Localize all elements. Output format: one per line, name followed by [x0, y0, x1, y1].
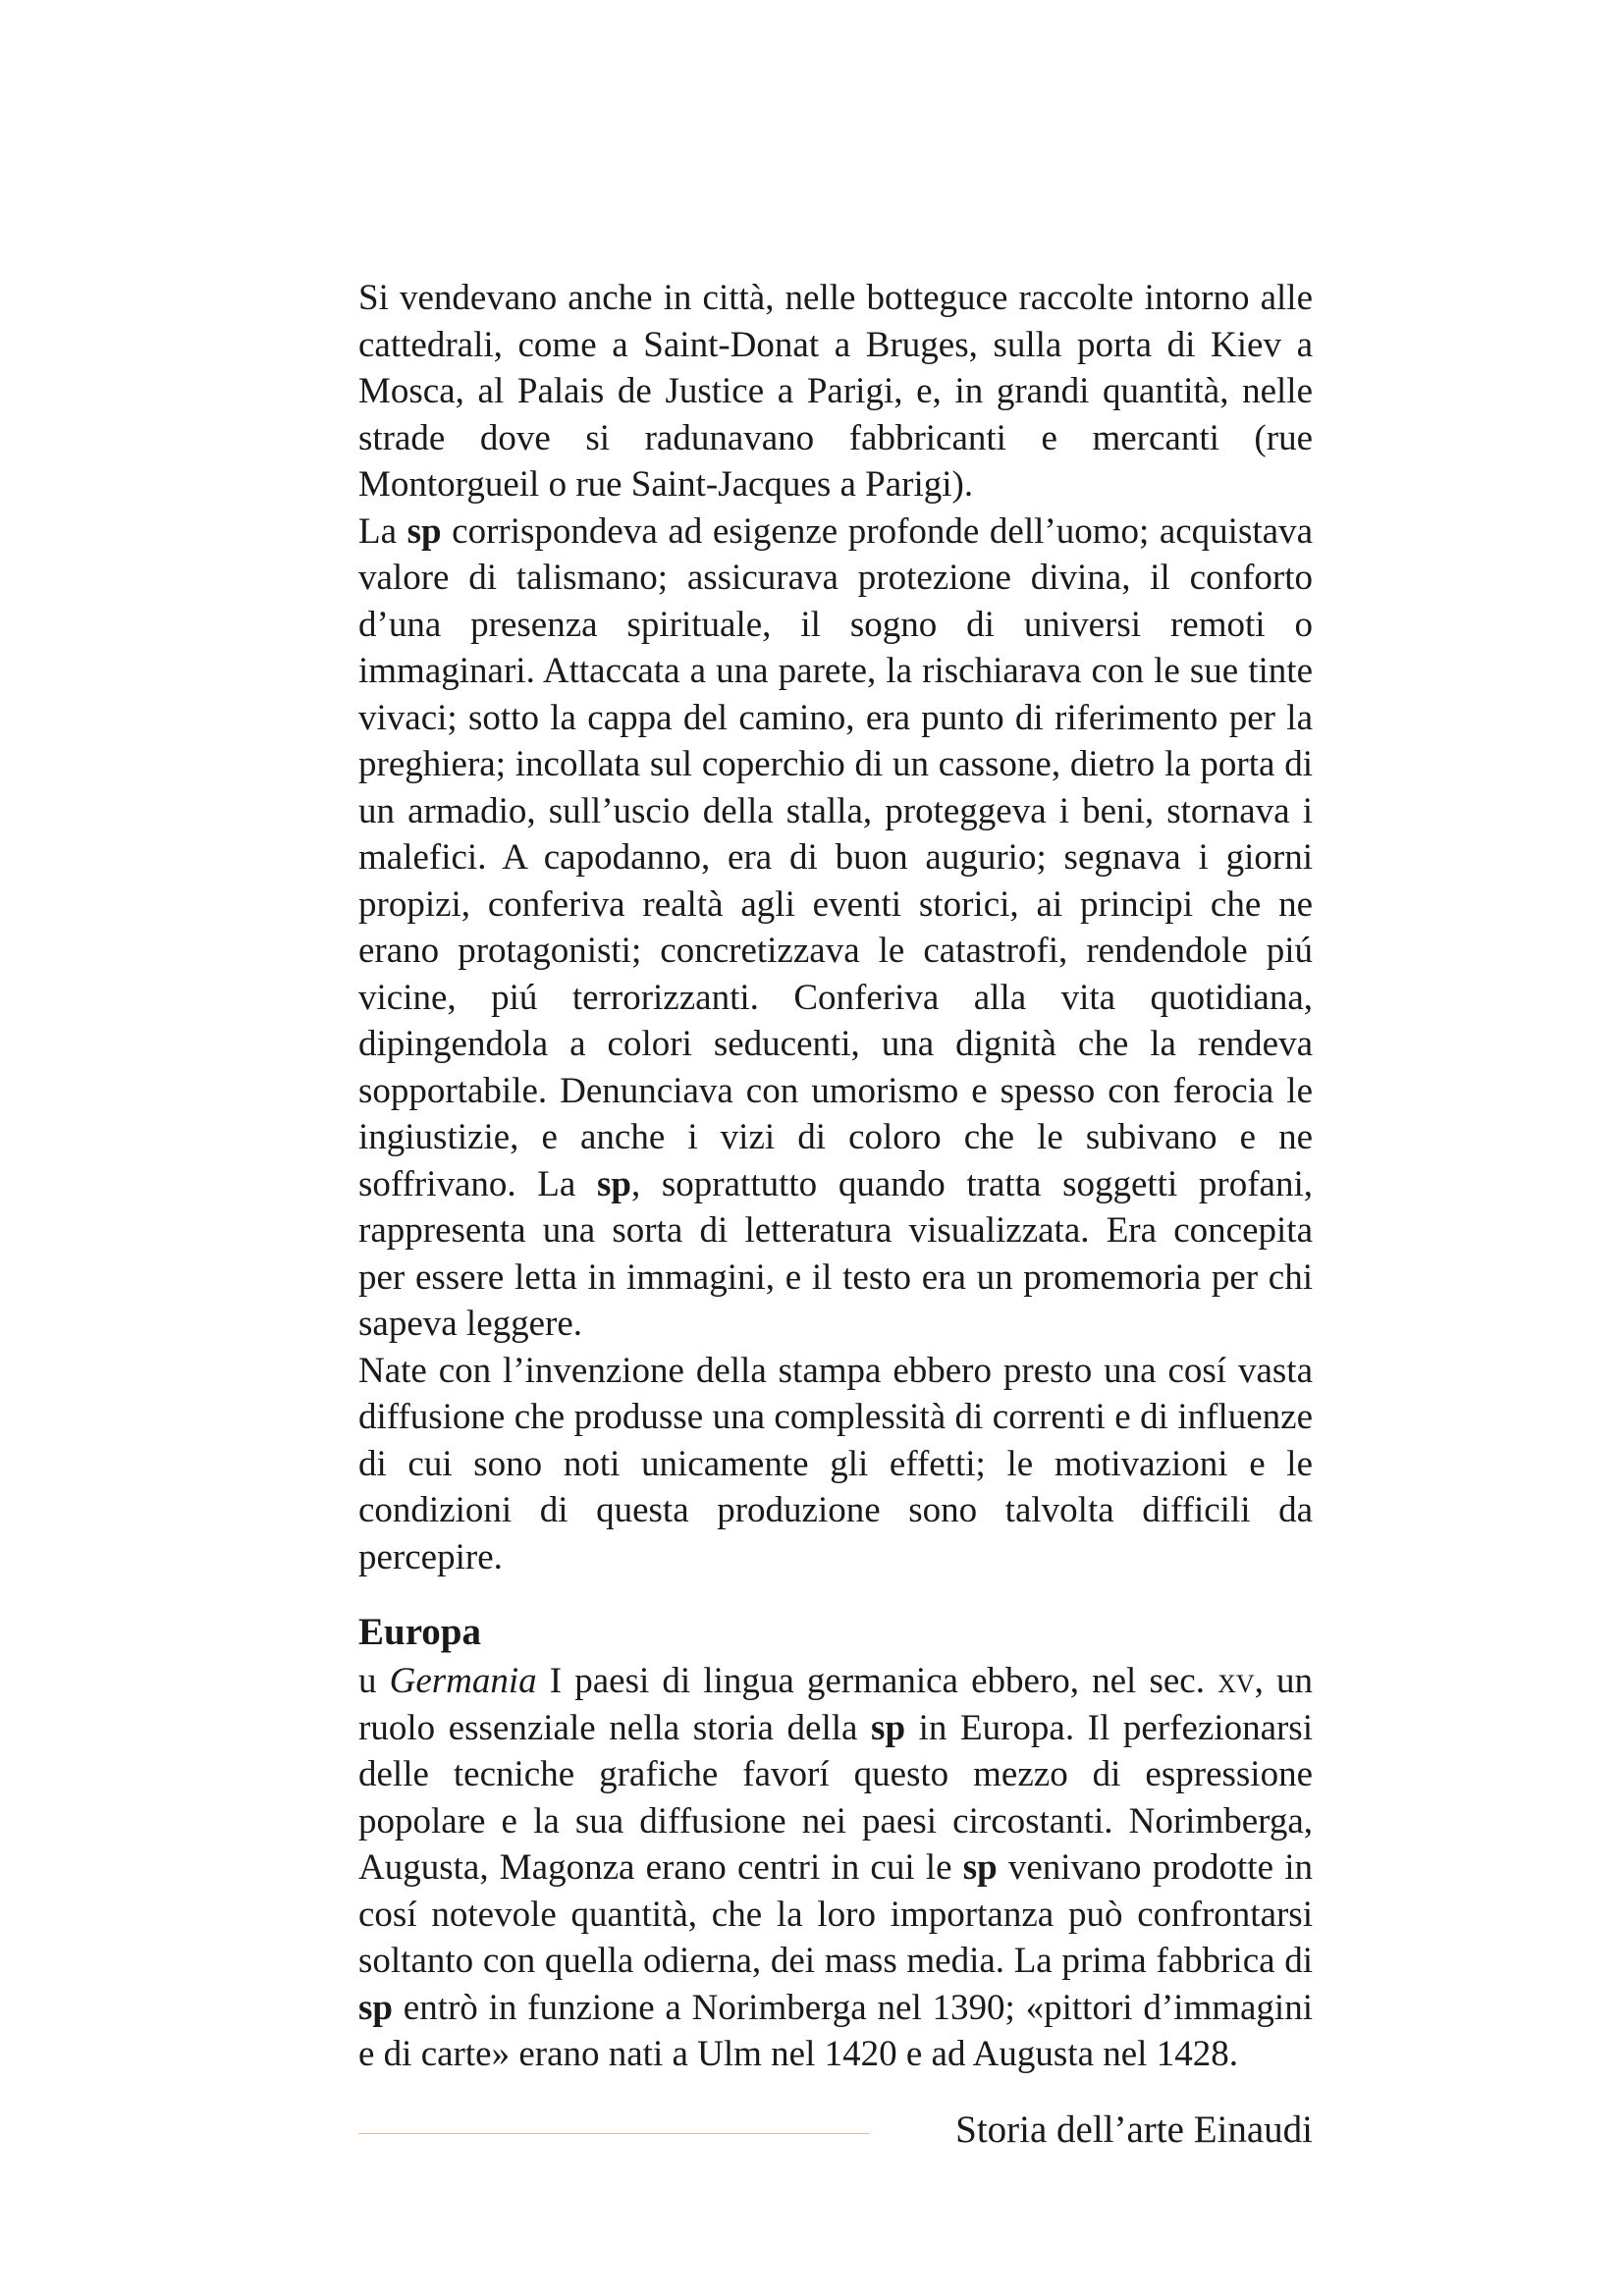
paragraph [358, 508, 1313, 1348]
text-segment: entrò in funzione a Norimberga nel [392, 1987, 933, 2028]
year: 1390 [932, 1987, 1005, 2028]
subsection-label: Germania [389, 1661, 537, 1701]
paragraph [358, 1348, 1313, 1581]
text-segment: ; «pittori d’immagini e di carte» erano nati a Ulm nel [358, 1987, 1313, 2074]
year: 1428 [1156, 2034, 1229, 2074]
page-body [358, 275, 1313, 2078]
footer-book-title: Storia dell’arte Einaudi [955, 2109, 1313, 2151]
text-segment: La [358, 510, 407, 552]
century-numeral: xv [1217, 1661, 1255, 1701]
text-segment: in Europa. Il perfezionarsi delle tecniche grafiche favorí questo mezzo di espressione popolare e la sua diffusione nei paesi circostanti. Norimberga, Augusta, Magonza erano centri in cui le [358, 1707, 1313, 1888]
page-footer [358, 2101, 1313, 2160]
text-segment: u [358, 1661, 390, 1701]
text-segment: e ad Augusta nel [896, 2034, 1157, 2074]
section-heading: Europa [358, 1611, 481, 1653]
text-segment: Si vendevano anche in città, nelle botteguce raccolte intorno alle cattedrali, come a Saint-Donat a Bruges, sulla porta di Kiev a Mosca, al Palais de Justice a Parigi, e, in grandi quantità, nelle strade dove si radunavano fabbricanti e mercanti (rue Montorgueil o rue Saint-Jacques a Parigi). [358, 278, 1313, 505]
abbreviation-sp: sp [406, 510, 442, 552]
intro-paragraphs [358, 275, 1313, 1580]
section-paragraphs [358, 1658, 1313, 2078]
year: 1420 [824, 2034, 897, 2074]
text-segment: . [1228, 2034, 1238, 2074]
abbreviation-sp: sp [358, 1987, 393, 2028]
paragraph [358, 1658, 1313, 2078]
footer-rule [358, 2133, 869, 2134]
text-segment: , un ruolo essenziale nella storia della [358, 1661, 1313, 1748]
abbreviation-sp: sp [597, 1163, 631, 1204]
text-segment: Nate con l’invenzione della stampa ebbero presto una cosí vasta diffusione che produsse una complessità di correnti e di influenze di cui sono noti unicamente gli effetti; le motivazioni e le condizioni di questa produzione sono talvolta difficili da percepire. [358, 1350, 1313, 1577]
abbreviation-sp: sp [962, 1847, 998, 1888]
abbreviation-sp: sp [871, 1707, 906, 1748]
text-segment: corrispondeva ad esigenze profonde dell’uomo; acquistava valore di talismano; assicurava protezione divina, il conforto d’una presenza spirituale, il sogno di universi remoti o immaginari. Attaccata a una parete, la rischiarava con le sue tinte vivaci; sotto la cappa del camino, era punto di riferimento per la preghiera; incollata sul coperchio di un cassone, dietro la porta di un armadio, sull’uscio della stalla, proteggeva i beni, stornava i malefici. A capodanno, era di buon augurio; segnava i giorni propizi, conferiva realtà agli eventi storici, ai principi che ne erano protagonisti; concretizzava le catastrofi, rendendole piú vicine, piú terrorizzanti. Conferiva alla vita quotidiana, dipingendola a colori seducenti, una dignità che la rendeva sopportabile. Denunciava con umorismo e spesso con ferocia le ingiustizie, e anche i vizi di coloro che le subivano e ne soffrivano. La [358, 510, 1313, 1204]
text-segment: venivano prodotte in cosí notevole quantità, che la loro importanza può confrontarsi soltanto con quella odierna, dei mass media. La prima fabbrica di [358, 1847, 1313, 1981]
paragraph [358, 275, 1313, 508]
text-segment: I paesi di lingua germanica ebbero, nel sec. [536, 1661, 1218, 1701]
text-segment: , soprattutto quando tratta soggetti profani, rappresenta una sorta di letteratura visualizzata. Era concepita per essere letta in immagini, e il testo era un promemoria per chi sapeva leggere. [358, 1163, 1313, 1344]
